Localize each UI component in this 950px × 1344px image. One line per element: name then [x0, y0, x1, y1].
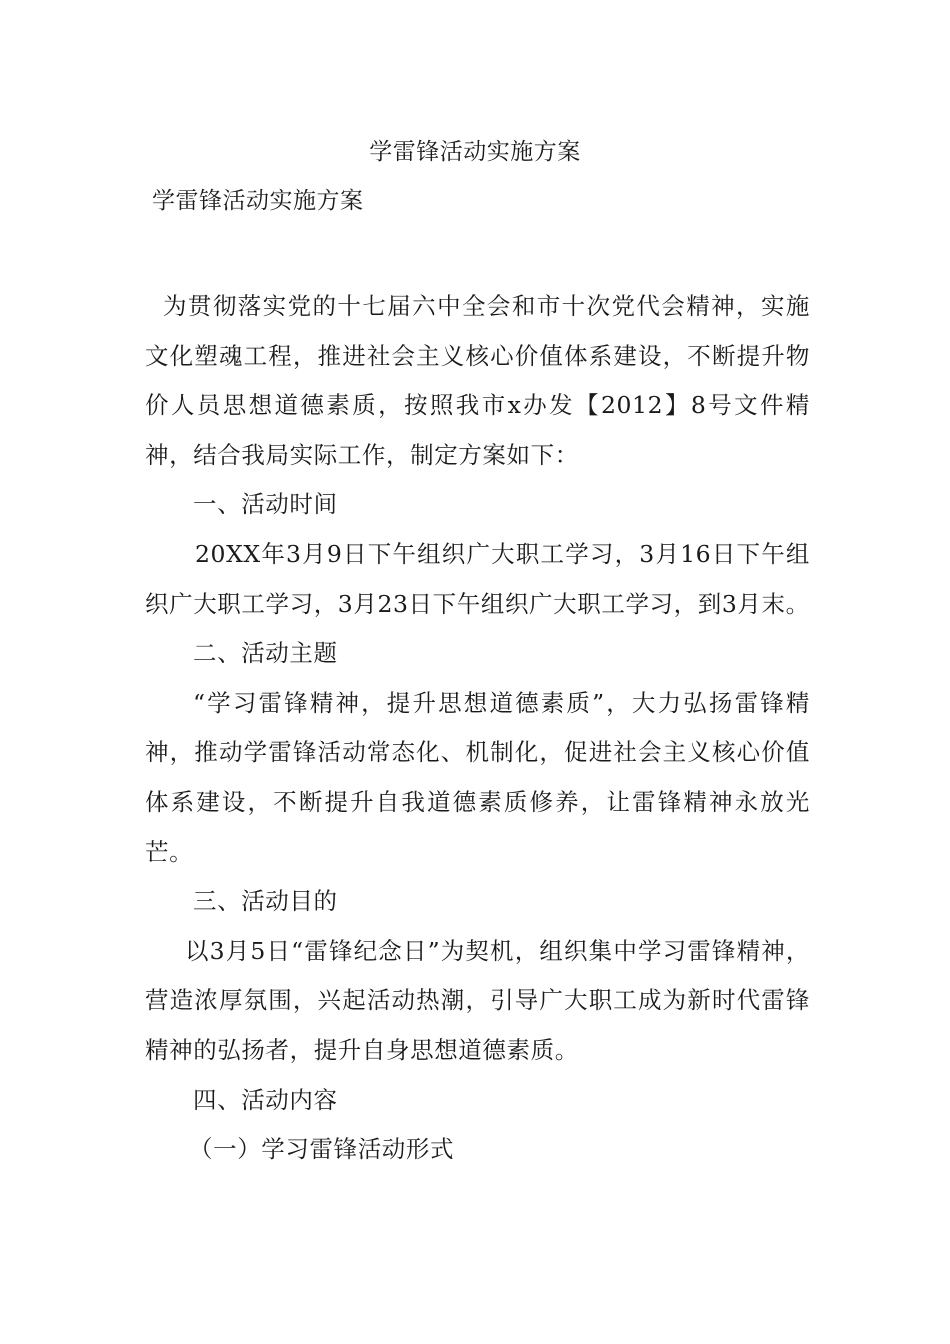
intro-paragraph: 为贯彻落实党的十七届六中全会和市十次党代会精神，实施文化塑魂工程，推进社会主义核心价值体系建设，不断提升物价人员思想道德素质，按照我市x办发【2012】8号文件精神，结合我局实际工作，制定方案如下： — [145, 292, 810, 469]
section-heading-purpose: 三、活动目的 — [193, 887, 338, 916]
section-heading-time: 一、活动时间 — [193, 490, 338, 519]
subsection-heading-form: （一）学习雷锋活动形式 — [189, 1135, 455, 1164]
section-heading-content: 四、活动内容 — [193, 1085, 338, 1114]
document-subtitle: 学雷锋活动实施方案 — [152, 188, 364, 214]
document-title: 学雷锋活动实施方案 — [369, 139, 581, 165]
section-body-purpose: 以3月5日“雷锋纪念日”为契机，组织集中学习雷锋精神，营造浓厚氛围，兴起活动热潮，引导广大职工成为新时代雷锋精神的弘扬者，提升自身思想道德素质。 — [145, 936, 810, 1064]
section-body-theme: “学习雷锋精神，提升思想道德素质”，大力弘扬雷锋精神，推动学雷锋活动常态化、机制化，促进社会主义核心价值体系建设，不断提升自我道德素质修养，让雷锋精神永放光芒。 — [145, 688, 810, 866]
section-body-time: 20XX年3月9日下午组织广大职工学习，3月16日下午组织广大职工学习，3月23日下午组织广大职工学习，到3月末。 — [145, 539, 810, 618]
document-body — [145, 282, 810, 1175]
section-heading-theme: 二、活动主题 — [193, 639, 338, 668]
